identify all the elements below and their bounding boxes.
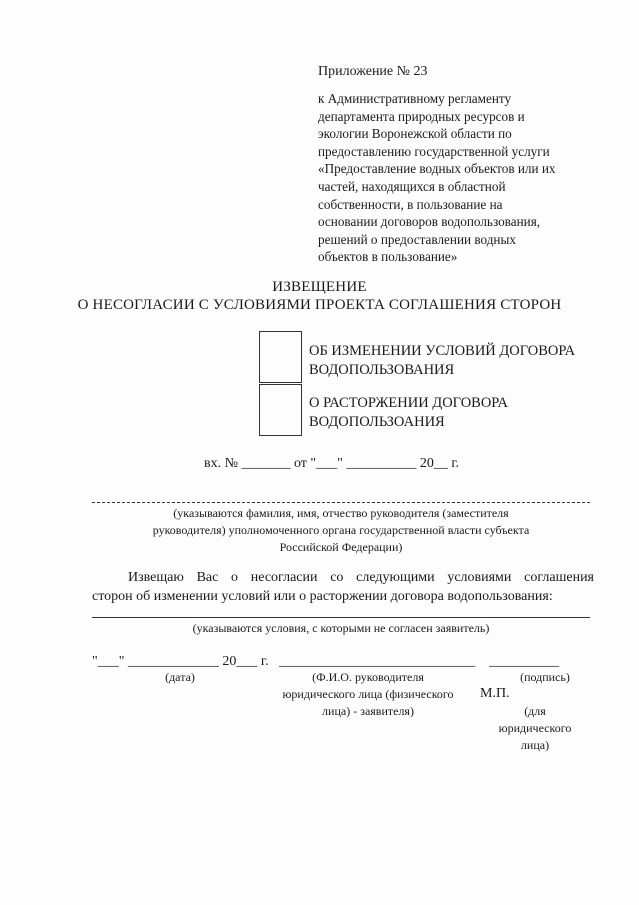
appendix-line: объектов в пользование»	[318, 249, 458, 265]
option-label: ВОДОПОЛЬЗОАНИЯ	[309, 414, 445, 430]
appendix-line: собственности, в пользование на	[318, 196, 503, 212]
label-line: лица) - заявителя)	[322, 704, 414, 718]
notice-paragraph	[92, 568, 594, 606]
checkbox-termination[interactable]	[259, 384, 302, 436]
recipient-caption	[92, 505, 590, 556]
appendix-line: к Административному регламенту	[318, 91, 512, 106]
label-line: (для	[524, 704, 546, 718]
label-line: (Ф.И.О. руководителя	[312, 670, 424, 684]
legal-entity-note	[490, 703, 580, 754]
caption-line: (указываются фамилия, имя, отчество руководителя (заместителя	[173, 506, 509, 520]
option-label: О РАСТОРЖЕНИИ ДОГОВОРА	[309, 395, 508, 411]
appendix-title: Приложение № 23	[318, 64, 428, 79]
label-line: лица)	[520, 738, 550, 752]
applicant-name-label	[270, 669, 466, 720]
caption-line: руководителя) уполномоченного органа государственной власти субъекта	[152, 523, 530, 537]
appendix-line: частей, находящихся в областной	[318, 178, 506, 194]
appendix-line: «Предоставление водных объектов или их	[318, 161, 556, 177]
conditions-field-line[interactable]	[92, 617, 590, 618]
checkbox-change-conditions[interactable]	[259, 331, 302, 383]
appendix-reference	[318, 90, 618, 266]
signature-date-line[interactable]: "___" _____________ 20___ г. ____________________________ __________	[92, 654, 560, 669]
document-title: ИЗВЕЩЕНИЕ	[272, 279, 367, 295]
appendix-line: предоставлению государственной услуги	[318, 143, 550, 159]
caption-line: Российской Федерации)	[279, 540, 403, 554]
option-termination	[309, 394, 508, 432]
seal-place-label: М.П.	[480, 686, 510, 701]
appendix-line: департамента природных ресурсов и	[318, 108, 525, 124]
label-line: юридического лица (физического	[282, 687, 454, 701]
appendix-line: основании договоров водопользования,	[318, 214, 541, 230]
paragraph-line: сторон об изменении условий или о расторжении договора водопользования:	[92, 589, 553, 604]
paragraph-line: Извещаю Вас о несогласии со следующими условиями соглашения	[128, 570, 594, 585]
label-line: юридического	[498, 721, 572, 735]
date-label: (дата)	[165, 670, 195, 684]
recipient-field-line[interactable]	[92, 502, 590, 503]
incoming-number-field[interactable]: вх. № _______ от "___" __________ 20__ г.	[204, 456, 459, 471]
option-change-conditions	[309, 342, 575, 380]
signature-label: (подпись)	[520, 670, 570, 684]
option-label: ВОДОПОЛЬЗОВАНИЯ	[309, 362, 455, 378]
appendix-line: решений о предоставлении водных	[318, 231, 516, 247]
conditions-caption: (указываются условия, с которыми не согласен заявитель)	[192, 621, 490, 635]
option-label: ОБ ИЗМЕНЕНИИ УСЛОВИЙ ДОГОВОРА	[309, 343, 576, 359]
document-subtitle: О НЕСОГЛАСИИ С УСЛОВИЯМИ ПРОЕКТА СОГЛАШЕНИЯ СТОРОН	[77, 297, 562, 313]
appendix-line: экологии Воронежской области по	[318, 126, 512, 142]
